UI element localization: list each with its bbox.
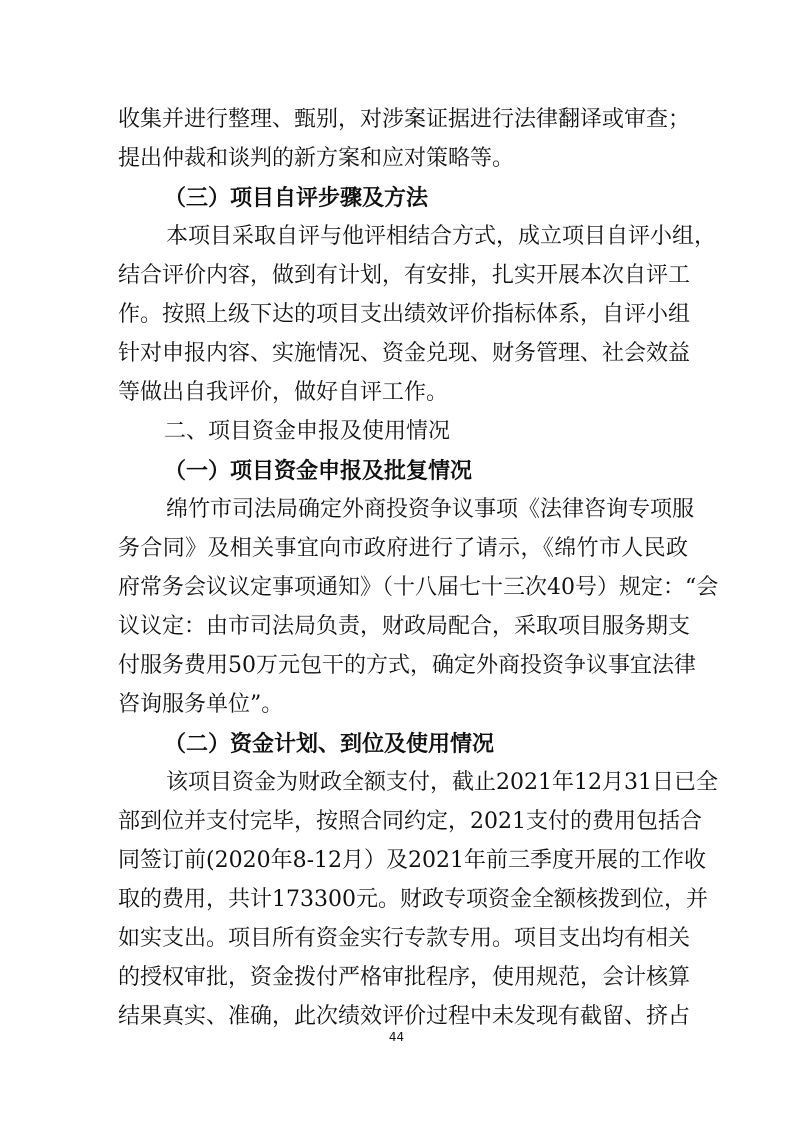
body-line: 同签订前(2020年8-12月）及2021年前三季度开展的工作收 [118, 848, 706, 873]
chapter-heading: 二、项目资金申报及使用情况 [164, 419, 451, 444]
body-line: 该项目资金为财政全额支付，截止2021年12月31日已全 [166, 770, 718, 795]
section-heading: （三）项目自评步骤及方法 [164, 185, 429, 211]
body-line: 作。按照上级下达的项目支出绩效评价指标体系，自评小组 [118, 302, 691, 327]
section-heading: （一）项目资金申报及批复情况 [164, 458, 473, 484]
body-line: 部到位并支付完毕，按照合同约定，2021支付的费用包括合 [118, 809, 702, 834]
body-line: 的授权审批，资金拨付严格审批程序，使用规范，会计核算 [118, 965, 691, 990]
page-number: 44 [388, 1030, 405, 1044]
body-line: 针对申报内容、实施情况、资金兑现、财务管理、社会效益 [118, 341, 691, 366]
body-line: 咨询服务单位”。 [118, 692, 284, 717]
body-line: 如实支出。项目所有资金实行专款专用。项目支出均有相关 [118, 926, 691, 951]
body-line: 结合评价内容，做到有计划，有安排，扎实开展本次自评工 [118, 263, 691, 288]
body-line: 务合同》及相关事宜向市政府进行了请示，《绵竹市人民政 [118, 536, 688, 561]
section-heading: （二）资金计划、到位及使用情况 [164, 731, 495, 757]
body-line: 绵竹市司法局确定外商投资争议事项《法律咨询专项服 [166, 497, 695, 522]
body-line: 本项目采取自评与他评相结合方式，成立项目自评小组， [166, 224, 717, 249]
body-line: 结果真实、准确，此次绩效评价过程中未发现有截留、挤占 [118, 1004, 691, 1029]
body-line: 付服务费用50万元包干的方式，确定外商投资争议事宜法律 [118, 653, 696, 678]
body-line: 府常务会议议定事项通知》（十八届七十三次40号）规定：“会 [118, 575, 719, 600]
body-line: 提出仲裁和谈判的新方案和应对策略等。 [118, 146, 515, 171]
body-line: 收集并进行整理、甄别，对涉案证据进行法律翻译或审查； [118, 107, 691, 132]
body-line: 议议定：由市司法局负责，财政局配合，采取项目服务期支 [118, 614, 691, 639]
body-line: 等做出自我评价，做好自评工作。 [118, 380, 449, 405]
body-line: 取的费用，共计173300元。财政专项资金全额核拨到位，并 [118, 887, 708, 912]
